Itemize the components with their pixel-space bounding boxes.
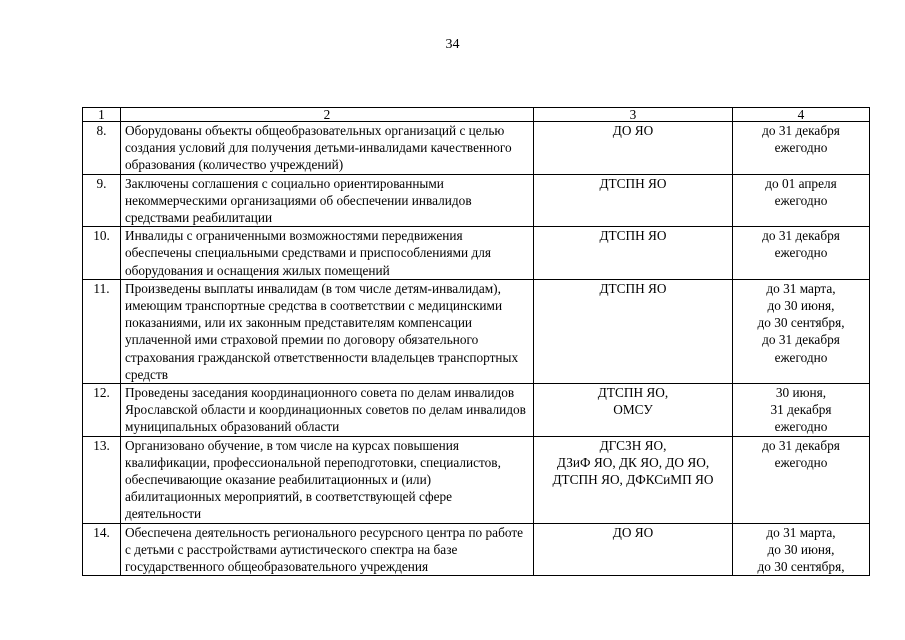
- deadline-cell: [733, 436, 870, 523]
- responsible-line: ДЗиФ ЯО, ДК ЯО, ДО ЯО,: [556, 454, 710, 470]
- table-header-row: [83, 108, 870, 122]
- deadline-line: 31 декабря: [770, 402, 832, 418]
- responsible-cell: [534, 523, 733, 576]
- deadline-cell: [733, 384, 870, 437]
- measure-description: Произведены выплаты инвалидам (в том числе детям-инвалидам), имеющим транспортные средства в соответствии с медицинскими показаниями, или их законным представителям компенсации уплаченной ими страховой премии по договору обязательного страхования гражданской ответственности владельцев транспортных средств: [121, 279, 534, 383]
- responsible-line: ДО ЯО: [612, 524, 654, 540]
- deadline-cell: [733, 227, 870, 280]
- deadline-line: до 30 июня,: [767, 298, 835, 314]
- deadline-cell: [733, 174, 870, 227]
- deadline-line: ежегодно: [774, 192, 828, 208]
- deadline-line: до 30 июня,: [767, 541, 835, 557]
- row-number: 10.: [83, 227, 121, 280]
- deadline-line: до 31 декабря: [762, 437, 840, 453]
- header-cell-2: 2: [121, 108, 534, 122]
- deadline-line: ежегодно: [774, 245, 828, 261]
- measure-description: Обеспечена деятельность регионального ресурсного центра по работе с детьми с расстройствами аутистического спектра на базе государственного общеобразовательного учреждения: [121, 523, 534, 576]
- deadline-line: до 31 марта,: [766, 524, 836, 540]
- deadline-cell: [733, 523, 870, 576]
- responsible-line: ОМСУ: [613, 402, 653, 418]
- responsible-line: ДО ЯО: [612, 123, 654, 138]
- deadline-line: до 30 сентября,: [757, 559, 845, 575]
- table-row: [83, 523, 870, 576]
- deadline-line: ежегодно: [774, 349, 828, 365]
- header-cell-1: 1: [83, 108, 121, 122]
- deadline-line: до 31 декабря: [762, 228, 840, 244]
- responsible-cell: [534, 227, 733, 280]
- deadline-line: ежегодно: [774, 454, 828, 470]
- deadline-line: до 01 апреля: [765, 175, 837, 191]
- deadline-line: до 31 марта,: [766, 280, 836, 296]
- responsible-line: ДТСПН ЯО, ДФКСиМП ЯО: [552, 472, 714, 488]
- row-number: 9.: [83, 174, 121, 227]
- responsible-line: ДТСПН ЯО: [599, 228, 667, 244]
- deadline-line: ежегодно: [774, 140, 828, 156]
- responsible-cell: [534, 174, 733, 227]
- measures-table: [82, 107, 870, 576]
- header-cell-4: 4: [733, 108, 870, 122]
- responsible-cell: [534, 122, 733, 175]
- responsible-line: ДТСПН ЯО,: [597, 385, 669, 401]
- table-row: [83, 122, 870, 175]
- deadline-cell: [733, 122, 870, 175]
- measure-description: Оборудованы объекты общеобразовательных организаций с целью создания условий для получения детьми-инвалидами качественного образования (количество учреждений): [121, 122, 534, 175]
- responsible-line: ДГСЗН ЯО,: [599, 437, 667, 453]
- row-number: 12.: [83, 384, 121, 437]
- responsible-cell: [534, 436, 733, 523]
- table-row: [83, 279, 870, 383]
- row-number: 8.: [83, 122, 121, 175]
- table-row: [83, 174, 870, 227]
- deadline-cell: [733, 279, 870, 383]
- page-number: 34: [445, 37, 460, 52]
- deadline-line: до 31 декабря: [762, 332, 840, 348]
- row-number: 14.: [83, 523, 121, 576]
- measure-description: Инвалиды с ограниченными возможностями передвижения обеспечены специальными средствами и приспособлениями для оборудования и оснащения жилых помещений: [121, 227, 534, 280]
- deadline-line: до 31 декабря: [762, 123, 840, 138]
- responsible-cell: [534, 384, 733, 437]
- table-row: [83, 384, 870, 437]
- deadline-line: ежегодно: [774, 419, 828, 435]
- row-number: 13.: [83, 436, 121, 523]
- header-cell-3: 3: [534, 108, 733, 122]
- measure-description: Заключены соглашения с социально ориентированными некоммерческими организациями об обеспечении инвалидов средствами реабилитации: [121, 174, 534, 227]
- row-number: 11.: [83, 279, 121, 383]
- measure-description: Организовано обучение, в том числе на курсах повышения квалификации, профессиональной переподготовки, специалистов, обеспечивающие оказание реабилитационных и (или) абилитационных мероприятий, в соответствующей сфере деятельности: [121, 436, 534, 523]
- responsible-line: ДТСПН ЯО: [599, 280, 667, 296]
- responsible-cell: [534, 279, 733, 383]
- table-row: [83, 227, 870, 280]
- measure-description: Проведены заседания координационного совета по делам инвалидов Ярославской области и координационных советов по делам инвалидов муниципальных образований области: [121, 384, 534, 437]
- table-row: [83, 436, 870, 523]
- responsible-line: ДТСПН ЯО: [599, 175, 667, 191]
- deadline-line: 30 июня,: [775, 385, 827, 401]
- deadline-line: до 30 сентября,: [757, 315, 845, 331]
